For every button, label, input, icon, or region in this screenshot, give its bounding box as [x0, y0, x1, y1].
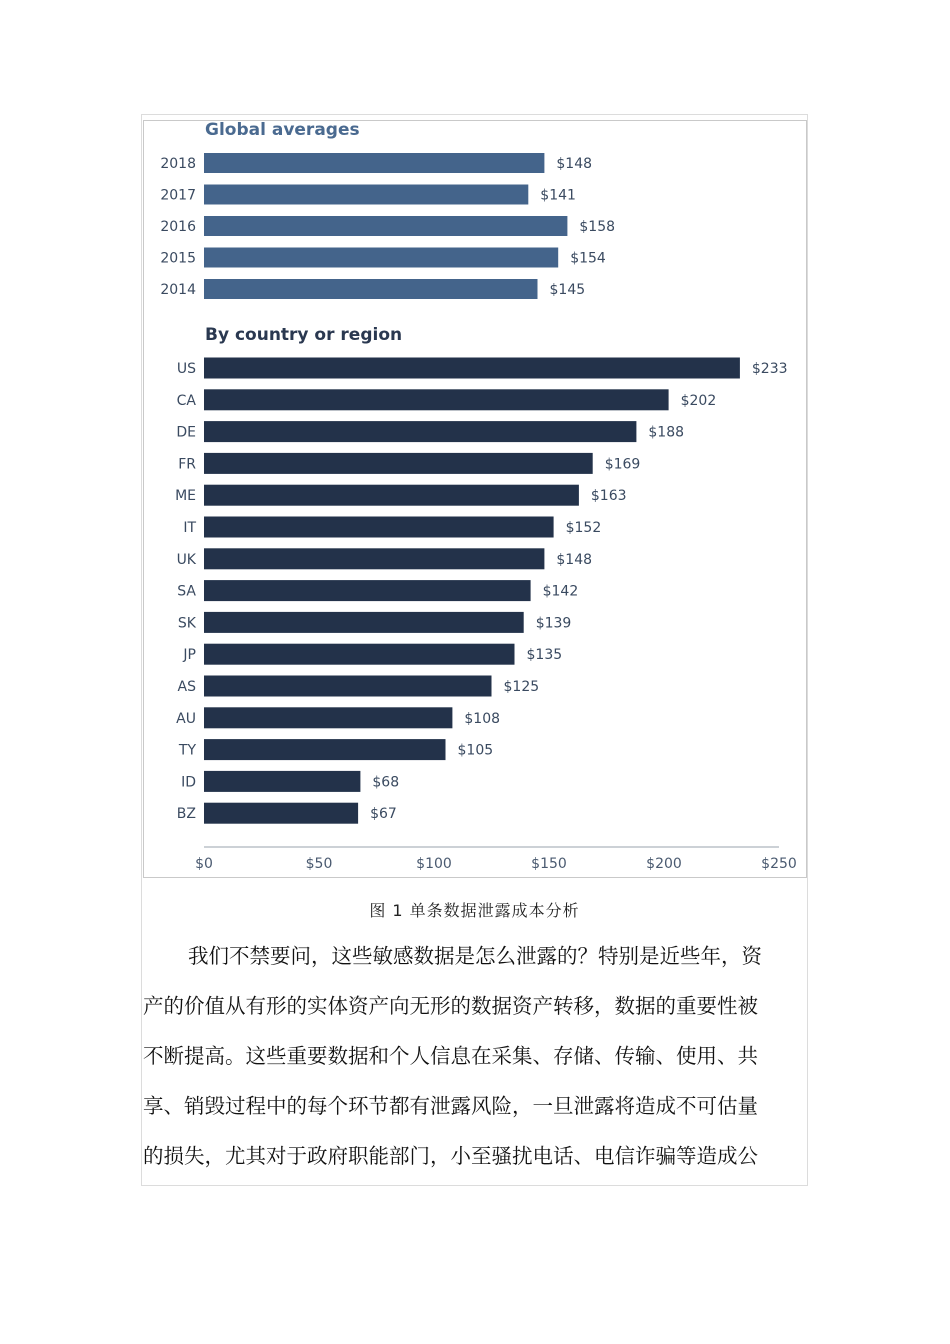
figure-caption: 图 1 单条数据泄露成本分析	[369, 901, 580, 920]
category-label: CA	[176, 392, 196, 409]
value-label: $142	[542, 583, 579, 600]
value-label: $141	[540, 187, 576, 204]
value-label: $148	[556, 156, 593, 172]
x-tick-label: $0	[195, 856, 213, 872]
value-label: $108	[464, 710, 501, 727]
bar	[204, 153, 544, 173]
value-label: $135	[526, 647, 563, 664]
bar	[204, 707, 452, 728]
x-tick-label: $100	[416, 856, 452, 872]
x-tick-label: $250	[761, 856, 797, 872]
value-label: $68	[372, 774, 400, 791]
bar	[204, 580, 531, 601]
bar	[204, 485, 579, 506]
value-label: $148	[556, 551, 593, 568]
category-label: IT	[183, 520, 196, 536]
paragraph-line: 我们不禁要问，这些敏感数据是怎么泄露的？特别是近些年，资	[188, 944, 762, 968]
x-tick-label: $200	[646, 856, 682, 872]
body-paragraph	[143, 934, 807, 1184]
x-tick-label: $150	[531, 856, 567, 872]
category-label: TY	[178, 742, 196, 759]
category-label: JP	[183, 647, 196, 664]
bar	[204, 185, 528, 205]
category-label: AS	[177, 679, 196, 695]
bar	[204, 644, 515, 665]
category-label: 2017	[160, 187, 196, 204]
value-label: $125	[503, 679, 540, 695]
x-tick-label: $50	[305, 856, 333, 872]
category-label: 2015	[160, 250, 196, 267]
category-label: 2018	[160, 156, 196, 172]
value-label: $152	[565, 520, 602, 536]
category-label: UK	[176, 551, 196, 568]
paragraph-line: 产的价值从有形的实体资产向无形的数据资产转移，数据的重要性被	[143, 994, 758, 1018]
bar	[204, 389, 669, 410]
category-label: US	[176, 361, 196, 377]
value-label: $188	[648, 424, 685, 441]
section-title: By country or region	[205, 325, 403, 345]
section-title: Global averages	[205, 120, 360, 140]
category-label: SA	[177, 583, 196, 600]
bar	[204, 216, 567, 236]
value-label: $202	[680, 392, 717, 409]
value-label: $154	[570, 250, 606, 267]
bar	[204, 517, 554, 538]
paragraph-line: 不断提高。这些重要数据和个人信息在采集、存储、传输、使用、共	[143, 1044, 758, 1068]
category-label: FR	[178, 456, 196, 473]
category-label: 2014	[160, 282, 196, 298]
category-label: SK	[177, 615, 196, 632]
category-label: BZ	[176, 806, 196, 823]
value-label: $163	[590, 488, 627, 505]
bar	[204, 803, 358, 824]
bar	[204, 279, 538, 299]
bar	[204, 771, 360, 792]
category-label: AU	[176, 710, 196, 727]
value-label: $169	[604, 456, 641, 473]
bar	[204, 453, 593, 474]
category-label: DE	[176, 424, 196, 441]
paragraph-line: 享、销毁过程中的每个环节都有泄露风险，一旦泄露将造成不可估量	[143, 1094, 758, 1118]
value-label: $145	[549, 282, 586, 298]
bar	[204, 739, 446, 760]
bar	[204, 248, 558, 268]
category-label: 2016	[160, 219, 196, 235]
paragraph-line: 的损失，尤其对于政府职能部门，小至骚扰电话、电信诈骗等造成公	[143, 1144, 758, 1168]
value-label: $158	[579, 219, 616, 235]
category-label: ID	[181, 774, 196, 791]
bar	[204, 421, 636, 442]
bar	[204, 612, 524, 633]
bar	[204, 358, 740, 379]
value-label: $139	[535, 615, 572, 632]
category-label: ME	[175, 488, 196, 505]
value-label: $67	[370, 806, 397, 823]
bar	[204, 548, 544, 569]
value-label: $233	[751, 361, 788, 377]
value-label: $105	[457, 742, 494, 759]
bar	[204, 676, 492, 697]
